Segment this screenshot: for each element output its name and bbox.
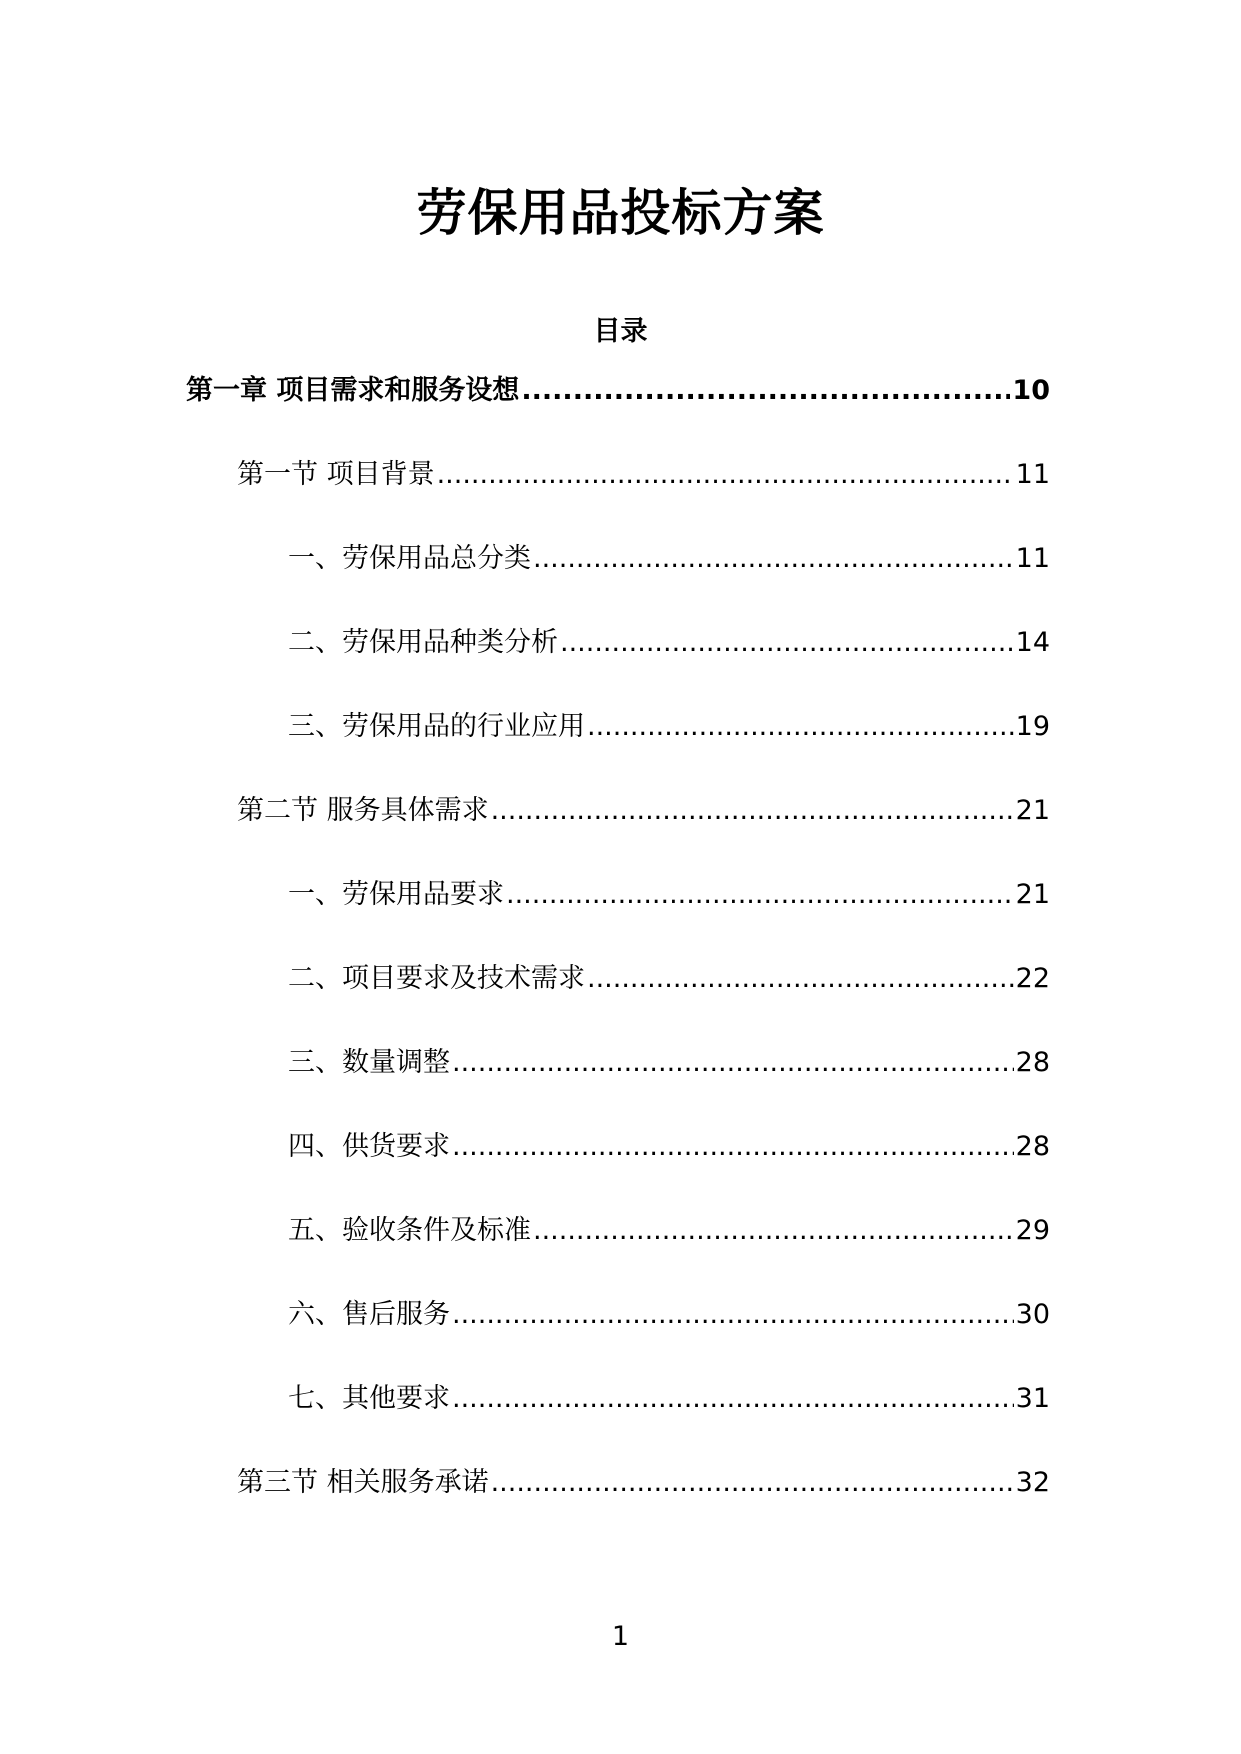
toc-entry-item[interactable] <box>186 539 1050 623</box>
toc-heading: 目录 <box>593 316 648 347</box>
toc-entry-text: 二、项目要求及技术需求 <box>288 963 585 994</box>
toc-entry-text: 四、供货要求 <box>288 1131 450 1162</box>
toc-entry-text: 七、其他要求 <box>288 1383 450 1414</box>
toc-entry-text: 二、劳保用品种类分析 <box>288 627 558 658</box>
table-of-contents <box>186 371 1050 1547</box>
toc-page-number: 31 <box>1015 1383 1050 1414</box>
toc-page-number: 32 <box>1015 1467 1050 1498</box>
toc-dot-leader <box>533 539 1014 579</box>
toc-page-number: 14 <box>1015 627 1050 658</box>
toc-dot-leader <box>533 1211 1014 1251</box>
toc-dot-leader <box>452 1127 1014 1167</box>
toc-page-number: 28 <box>1015 1131 1050 1162</box>
toc-page-number: 11 <box>1015 459 1050 490</box>
toc-entry-text: 第三节 相关服务承诺 <box>237 1467 489 1498</box>
toc-page-number: 29 <box>1015 1215 1050 1246</box>
toc-entry-section-2[interactable] <box>186 791 1050 875</box>
toc-page-number: 10 <box>1012 375 1050 406</box>
toc-entry-item[interactable] <box>186 959 1050 1043</box>
toc-dot-leader <box>587 959 1014 999</box>
toc-entry-item[interactable] <box>186 1295 1050 1379</box>
toc-entry-text: 六、售后服务 <box>288 1299 450 1330</box>
toc-dot-leader <box>521 371 1010 411</box>
toc-entry-text: 第二节 服务具体需求 <box>237 795 489 826</box>
toc-dot-leader <box>587 707 1014 747</box>
toc-entry-item[interactable] <box>186 623 1050 707</box>
toc-page-number: 11 <box>1015 543 1050 574</box>
toc-entry-text: 第一节 项目背景 <box>237 459 435 490</box>
toc-entry-item[interactable] <box>186 707 1050 791</box>
toc-entry-text: 三、数量调整 <box>288 1047 450 1078</box>
toc-entry-item[interactable] <box>186 1211 1050 1295</box>
toc-entry-text: 一、劳保用品要求 <box>288 879 504 910</box>
toc-dot-leader <box>506 875 1014 915</box>
page-number: 1 <box>611 1621 630 1652</box>
toc-page-number: 22 <box>1015 963 1050 994</box>
toc-entry-section-3[interactable] <box>186 1463 1050 1547</box>
toc-page-number: 21 <box>1015 879 1050 910</box>
toc-entry-text: 一、劳保用品总分类 <box>288 543 531 574</box>
toc-dot-leader <box>452 1295 1014 1335</box>
toc-entry-text: 第一章 项目需求和服务设想 <box>186 375 520 406</box>
toc-page-number: 21 <box>1015 795 1050 826</box>
document-title: 劳保用品投标方案 <box>416 184 825 242</box>
toc-entry-text: 五、验收条件及标准 <box>288 1215 531 1246</box>
toc-dot-leader <box>491 791 1014 831</box>
toc-page-number: 30 <box>1015 1299 1050 1330</box>
toc-dot-leader <box>452 1043 1014 1083</box>
toc-dot-leader <box>452 1379 1014 1419</box>
toc-entry-item[interactable] <box>186 875 1050 959</box>
toc-entry-item[interactable] <box>186 1043 1050 1127</box>
toc-page-number: 28 <box>1015 1047 1050 1078</box>
toc-dot-leader <box>491 1463 1014 1503</box>
toc-entry-text: 三、劳保用品的行业应用 <box>288 711 585 742</box>
toc-dot-leader <box>560 623 1014 663</box>
toc-entry-section-1[interactable] <box>186 455 1050 539</box>
toc-page-number: 19 <box>1015 711 1050 742</box>
toc-entry-chapter-1[interactable] <box>186 371 1050 455</box>
toc-entry-item[interactable] <box>186 1127 1050 1211</box>
toc-entry-item[interactable] <box>186 1379 1050 1463</box>
toc-dot-leader <box>437 455 1014 495</box>
